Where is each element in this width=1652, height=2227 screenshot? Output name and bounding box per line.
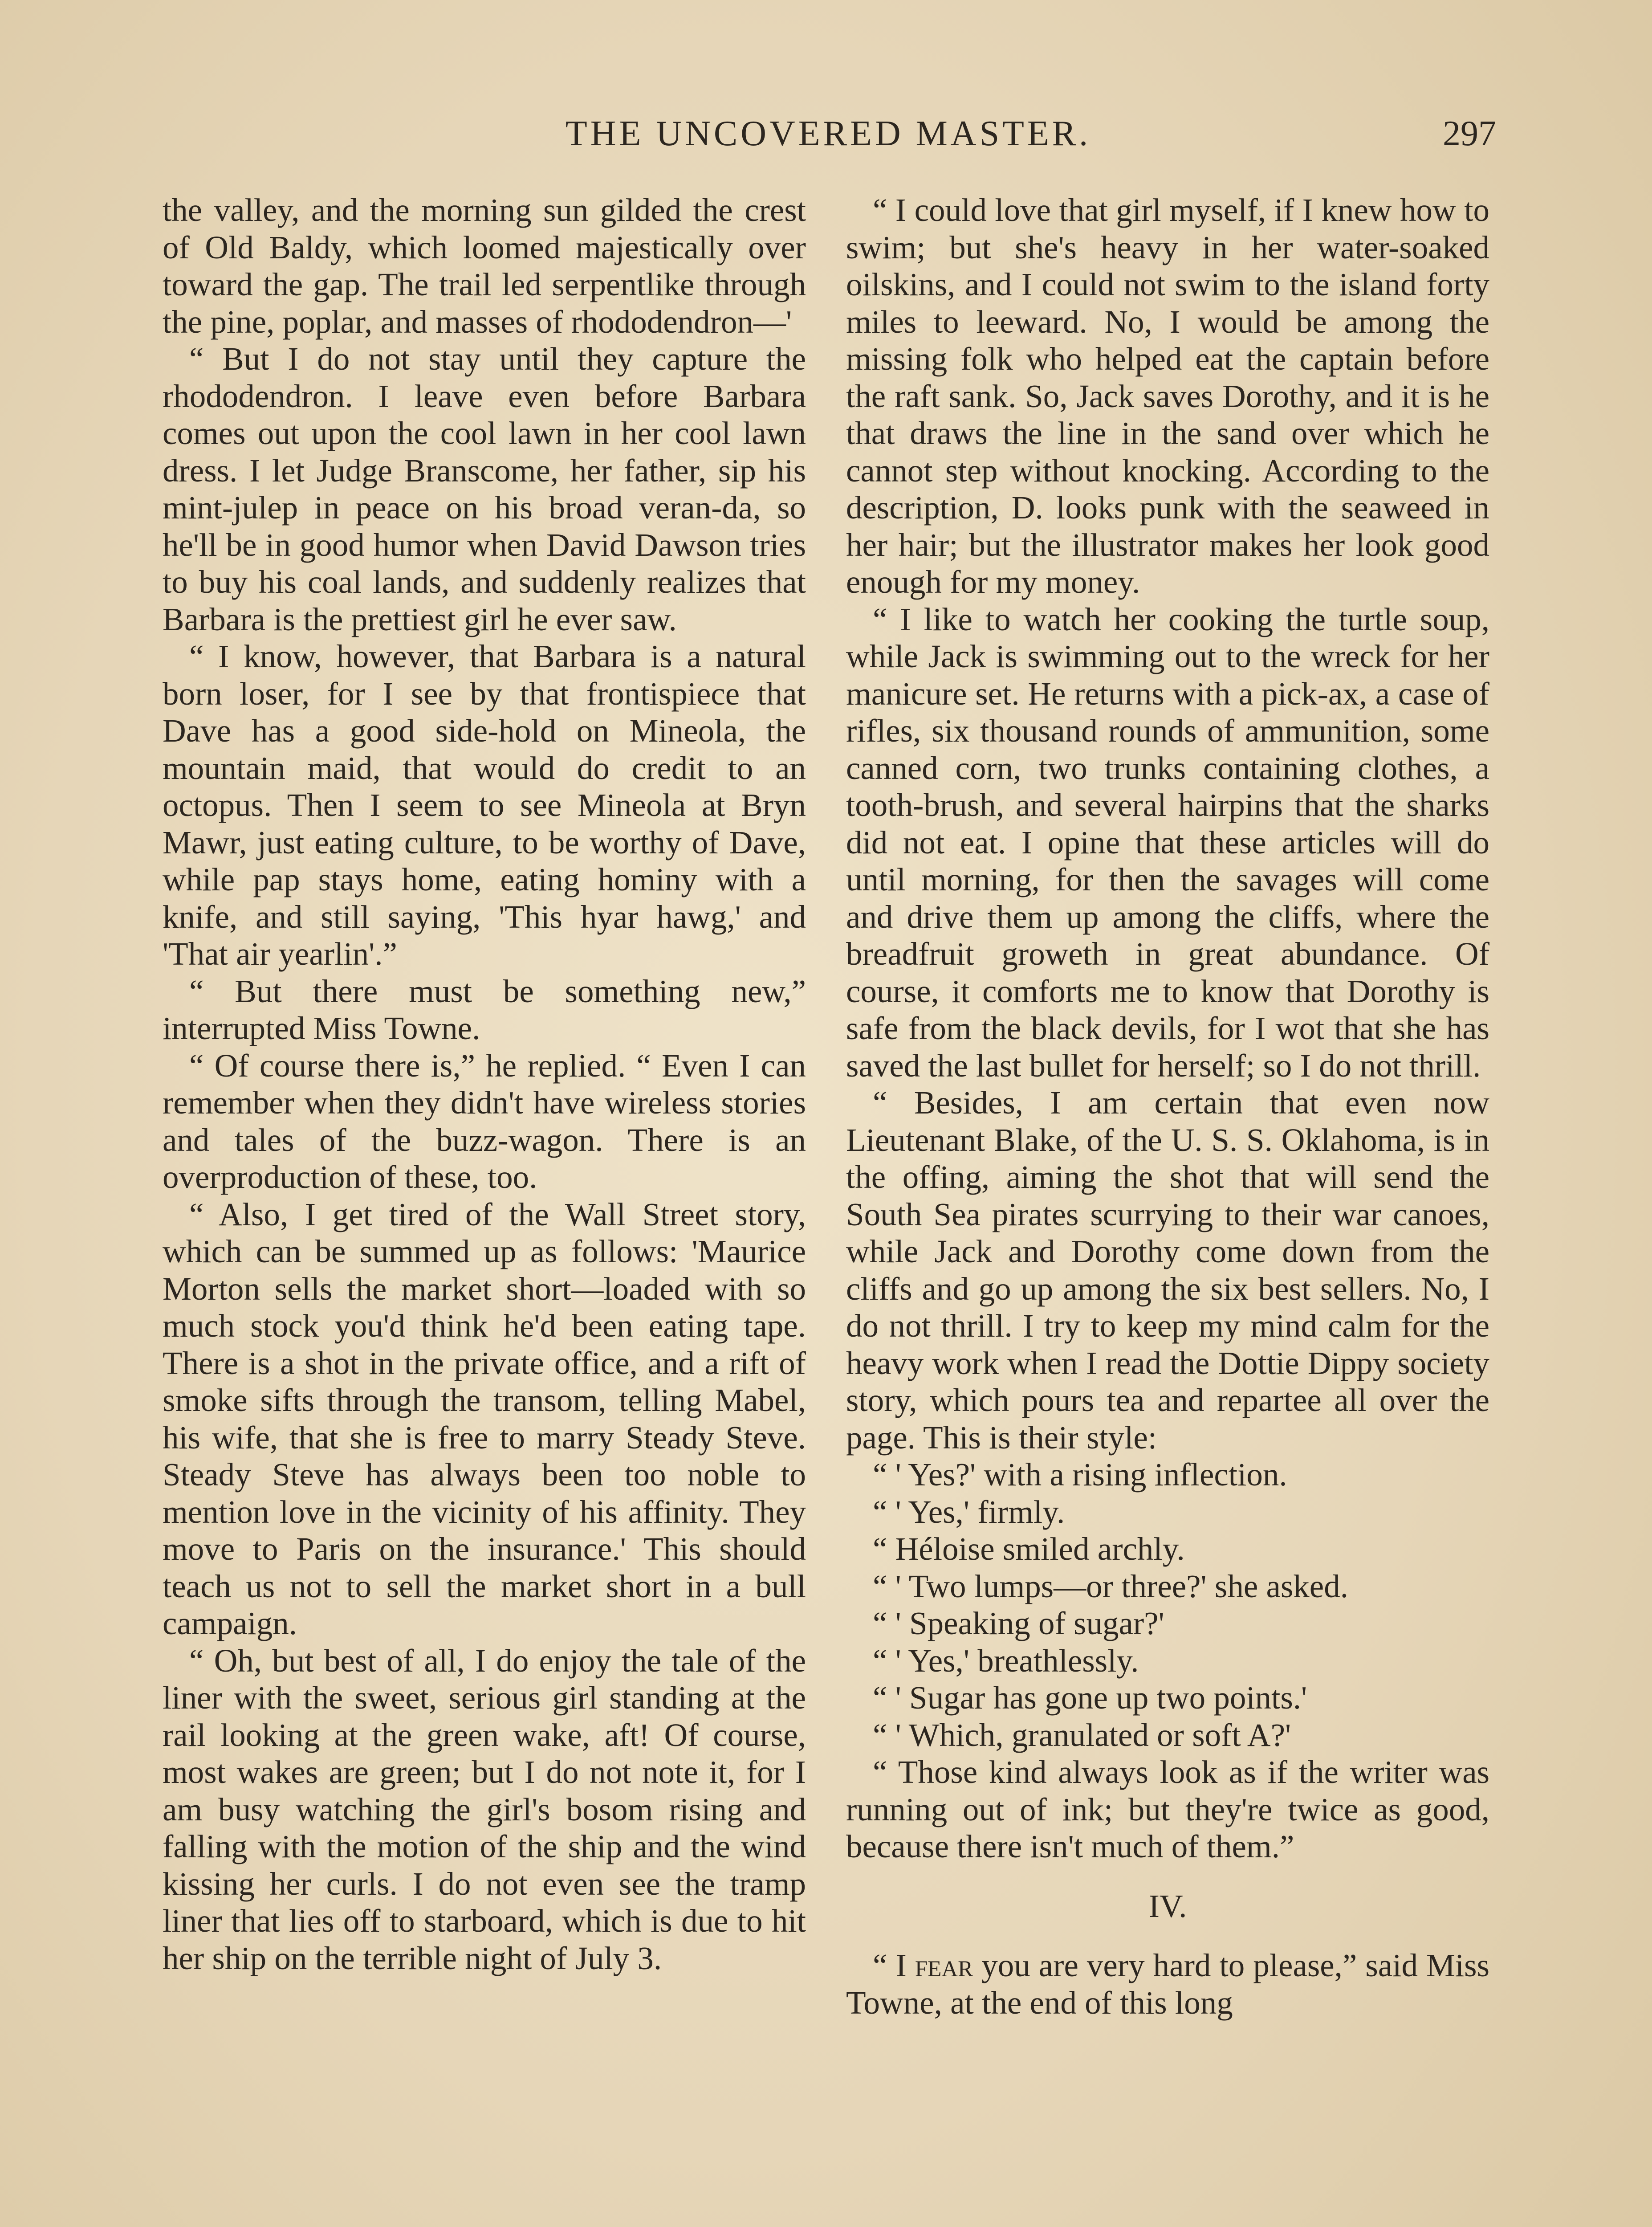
running-title: THE UNCOVERED MASTER. <box>565 114 1091 153</box>
dialogue-line: “ ' Sugar has gone up two points.' <box>873 1680 1307 1716</box>
dialogue-line: “ Héloise smiled archly. <box>873 1531 1185 1567</box>
dialogue-line: “ ' Yes,' breathlessly. <box>873 1642 1139 1679</box>
page-header <box>160 114 1496 163</box>
closing-paragraph <box>846 1947 1489 2021</box>
dialogue-line: “ ' Two lumps—or three?' she asked. <box>873 1568 1348 1604</box>
closing-smallcaps-word: fear <box>915 1947 973 1983</box>
paragraph: the valley, and the morning sun gilded the crest of Old Baldy, which loomed majestically over toward the gap. The trail led serpentlike through the pine, poplar, and masses of rhododendron—' <box>163 192 806 340</box>
paragraph: “ I could love that girl myself, if I knew how to swim; but she's heavy in her water-soaked oilskins, and I could not swim to the island forty miles to leeward. No, I would be among the missing folk who helped eat the captain before the raft sank. So, Jack saves Dorothy, and it is he that draws the line in the sand over which he cannot step without knocking. According to the description, D. looks punk with the seaweed in her hair; but the illustrator makes her look good enough for my money. <box>846 192 1489 600</box>
paragraph: “ Of course there is,” he replied. “ Even I can remember when they didn't have wireless stories and tales of the buzz-wagon. There is an overproduction of these, too. <box>163 1047 806 1195</box>
dialogue-line: “ ' Yes?' with a rising inflection. <box>873 1456 1287 1493</box>
section-heading: IV. <box>1148 1888 1187 1924</box>
right-column <box>846 192 1489 2021</box>
left-column <box>163 192 806 1977</box>
paragraph: “ Oh, but best of all, I do enjoy the tale of the liner with the sweet, serious girl standing at the rail looking at the green wake, aft! Of course, most wakes are green; but I do not note it, for I am busy watching the girl's bosom rising and falling with the motion of the ship and the wind kissing her curls. I do not even see the tramp liner that lies off to starboard, which is due to hit her ship on the terrible night of July 3. <box>163 1642 806 1976</box>
closing-open: “ I <box>873 1947 915 1983</box>
paragraph: “ But I do not stay until they capture the rhododendron. I leave even before Barbara comes out upon the cool lawn in her cool lawn dress. I let Judge Branscome, her father, sip his mint-julep in peace on his broad veran-da, so he'll be in good humor when David Dawson tries to buy his coal lands, and suddenly realizes that Barbara is the prettiest girl he ever saw. <box>163 341 806 637</box>
dialogue-line: “ ' Which, granulated or soft A?' <box>873 1717 1291 1753</box>
paragraph: “ Those kind always look as if the writer was running out of ink; but they're twice as good, because there isn't much of them.” <box>846 1754 1489 1864</box>
dialogue-line: “ ' Speaking of sugar?' <box>873 1605 1164 1641</box>
paragraph: “ I like to watch her cooking the turtle soup, while Jack is swimming out to the wreck for her manicure set. He returns with a pick-ax, a case of rifles, six thousand rounds of ammunition, some canned corn, two trunks containing clothes, a tooth-brush, and several hairpins that the sharks did not eat. I opine that these articles will do until morning, for then the savages will come and drive them up among the cliffs, where the breadfruit groweth in great abundance. Of course, it comforts me to know that Dorothy is safe from the black devils, for I wot that she has saved the last bullet for herself; so I do not thrill. <box>846 601 1489 1084</box>
closing-rest: you are very hard to please,” said Miss Towne, at the end of this long <box>846 1947 1489 2021</box>
paragraph: “ Besides, I am certain that even now Lieutenant Blake, of the U. S. S. Oklahoma, is in the offing, aiming the shot that will send the South Sea pirates scurrying to their war canoes, while Jack and Dorothy come down from the cliffs and go up among the six best sellers. No, I do not thrill. I try to keep my mind calm for the heavy work when I read the Dottie Dippy society story, which pours tea and repartee all over the page. This is their style: <box>846 1085 1489 1456</box>
paragraph: “ I know, however, that Barbara is a natural born loser, for I see by that frontispiece that Dave has a good side-hold on Mineola, the mountain maid, that would do credit to an octopus. Then I seem to see Mineola at Bryn Mawr, just eating culture, to be worthy of Dave, while pap stays home, eating hominy with a knife, and still saying, 'This hyar hawg,' and 'That air yearlin'.” <box>163 638 806 972</box>
dialogue-line: “ ' Yes,' firmly. <box>873 1493 1065 1530</box>
page-number: 297 <box>1443 114 1496 153</box>
paragraph: “ But there must be something new,” interrupted Miss Towne. <box>163 973 806 1046</box>
paragraph: “ Also, I get tired of the Wall Street story, which can be summed up as follows: 'Maurice Morton sells the market short—loaded with so much stock you'd think he'd been eating tape. There is a shot in the private office, and a rift of smoke sifts through the transom, telling Mabel, his wife, that she is free to marry Steady Steve. Steady Steve has always been too noble to mention love in the vicinity of his affinity. They move to Paris on the insurance.' This should teach us not to sell the market short in a bull campaign. <box>163 1196 806 1641</box>
